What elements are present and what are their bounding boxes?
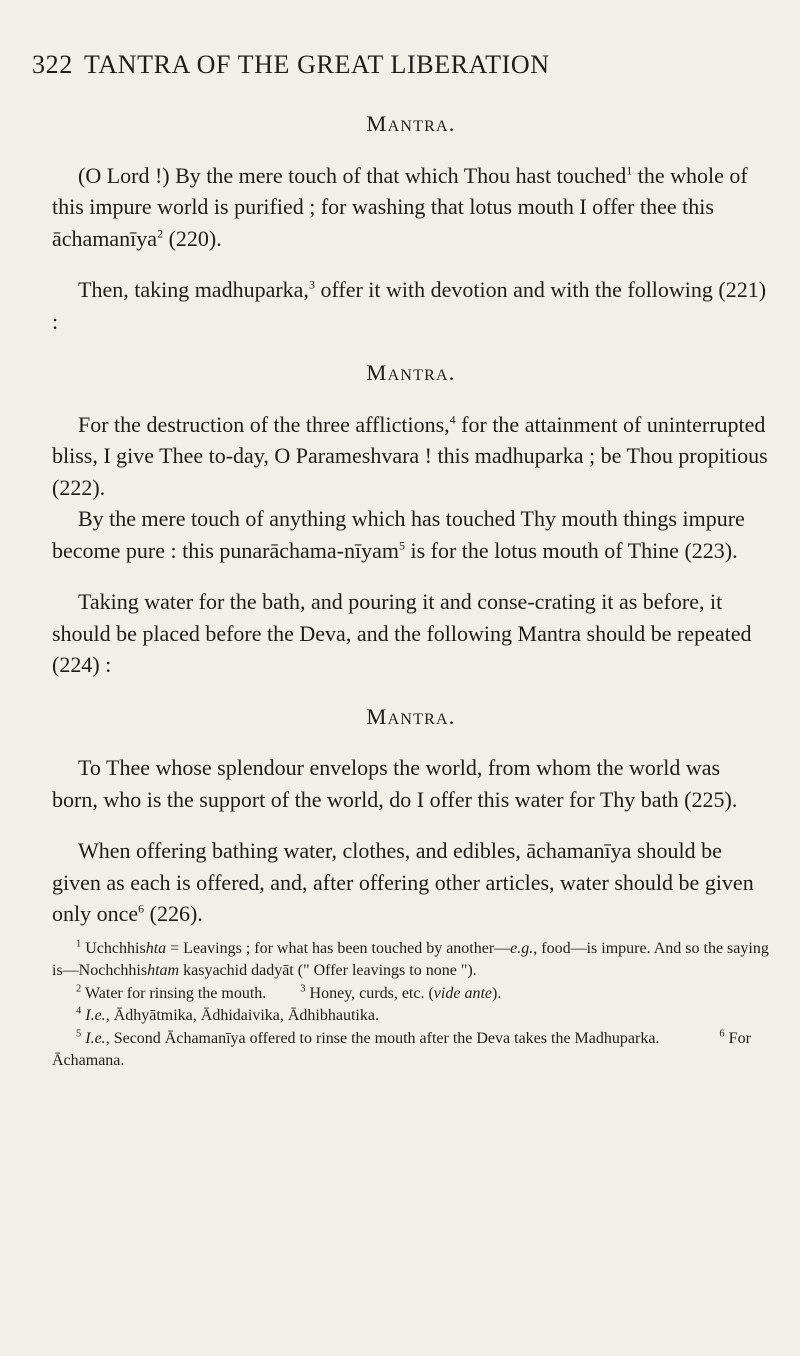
footnote-1: [52, 938, 770, 983]
italic-span: vide ante: [433, 984, 492, 1002]
footnote-mark: 3: [300, 983, 306, 995]
footnote-mark: 2: [76, 983, 82, 995]
text-span: ).: [492, 984, 502, 1002]
footnote-2-text: Water for rinsing the mouth.: [81, 984, 267, 1002]
mantra-heading: Mantra.: [366, 703, 456, 729]
footnote-mark: 1: [76, 938, 82, 950]
verse-221: [52, 274, 770, 337]
text-span: By the mere touch of anything which has touched Thy mouth things impure become pure : this punarāchama-nīyam: [52, 506, 745, 563]
text-span: for the attainment of uninterrupted bliss, I give Thee to-day, O Parameshvara ! this madhuparka ; be Thou propitious (222).: [52, 411, 768, 500]
footnote-4: [52, 1005, 770, 1028]
footnote-ref-4: 4: [449, 412, 456, 427]
text-span: offer it with devotion and with the following (221) :: [52, 277, 767, 334]
footnote-5-6: [52, 1028, 770, 1073]
text-span: (220).: [163, 225, 222, 251]
verse-222: [52, 409, 770, 504]
italic-span: e.g.: [510, 939, 534, 957]
italic-span: I.e.: [85, 1007, 106, 1024]
text-span: When offering bathing water, clothes, and edibles, āchamanīya should be given as each is offered, and, after offering other articles, water should be given only once: [52, 838, 754, 926]
text-span: = Leavings ; for what has been touched by another—: [166, 939, 511, 957]
running-title: TANTRA OF THE GREAT LIBERATION: [84, 50, 550, 79]
text-span: is for the lotus mouth of Thine (223).: [404, 537, 738, 563]
footnotes: [52, 938, 770, 1073]
mantra-heading: Mantra.: [366, 360, 456, 385]
text-span: Then, taking madhuparka,: [78, 277, 309, 302]
footnote-ref-6: 6: [138, 901, 145, 916]
footnote-ref-3: 3: [308, 277, 315, 292]
footnotes-2-3: [52, 983, 770, 1006]
text-span: Uchchhis: [81, 939, 146, 957]
text-span: (O Lord !) By the mere touch of that which Thou hast touched: [78, 162, 627, 188]
italic-span: htam: [147, 962, 180, 979]
italic-span: hta: [145, 939, 167, 957]
text-span: For the destruction of the three afflictions,: [78, 411, 450, 437]
text-span: the whole of this impure world is purified ; for washing that lotus mouth I offer thee this āchamanīya: [52, 162, 748, 251]
text-span: , Second Āchamanīya offered to rinse the mouth after the Deva takes the Madhuparka.: [105, 1029, 660, 1047]
text-span: Honey, curds, etc. (: [305, 984, 434, 1002]
verse-223: [52, 503, 770, 566]
verse-224: Taking water for the bath, and pouring it and conse-crating it as before, it should be placed before the Deva, and the following Mantra should be repeated (224) :: [52, 589, 752, 677]
verse-220: [52, 160, 770, 255]
footnote-mark: 4: [76, 1005, 82, 1017]
text-span: For Āchamana.: [52, 1029, 751, 1069]
footnote-mark: 5: [76, 1028, 82, 1040]
mantra-heading: Mantra.: [366, 111, 456, 136]
text-span: , Ādhyātmika, Ādhidaivika, Ādhibhautika.: [105, 1007, 379, 1024]
italic-span: I.e.: [85, 1029, 106, 1047]
footnote-ref-1: 1: [626, 163, 633, 178]
text-span: , food—is impure. And so the saying is—Nochchhis: [52, 939, 769, 979]
page-body: [52, 108, 770, 1073]
running-header: [32, 50, 772, 94]
footnote-ref-5: 5: [398, 538, 405, 553]
verse-225: To Thee whose splendour envelops the world, from whom the world was born, who is the support of the world, do I offer this water for Thy bath (225).: [52, 755, 738, 812]
footnote-ref-2: 2: [157, 226, 164, 241]
footnote-mark: 6: [719, 1028, 725, 1040]
page-number: 322: [32, 50, 73, 79]
text-span: (226).: [144, 901, 203, 926]
text-span: kasyachid dadyāt (" Offer leavings to none ").: [179, 962, 477, 979]
verse-226: [52, 835, 770, 930]
